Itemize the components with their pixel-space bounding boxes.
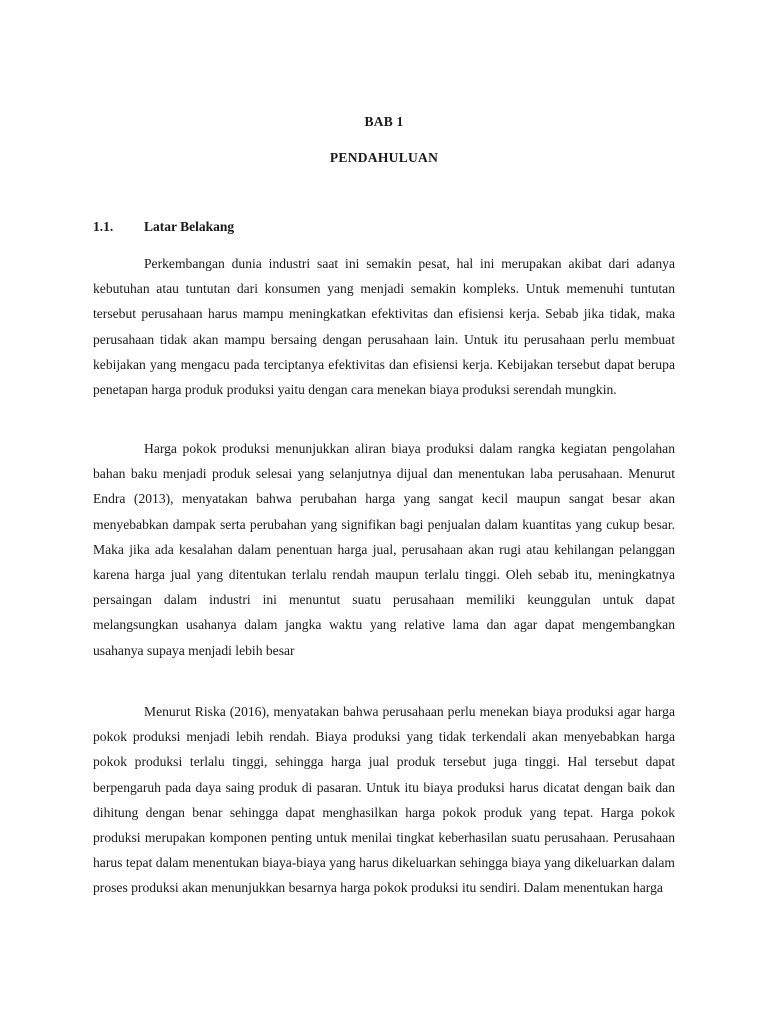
chapter-title: PENDAHULUAN <box>329 150 439 165</box>
body-paragraph: Perkembangan dunia industri saat ini semakin pesat, hal ini merupakan akibat dari adanya kebutuhan atau tuntutan dari konsumen yang menjadi semakin kompleks. Untuk memenuhi tuntutan tersebut perusahaan harus mampu meningkatkan efektivitas dan efisiensi kerja. Sebab jika tidak, maka perusahaan tidak akan mampu bersaing dengan perusahaan lain. Untuk itu perusahaan perlu membuat kebijakan yang mengacu pada terciptanya efektivitas dan efisiensi kerja. Kebijakan tersebut dapat berupa penetapan harga produk produksi yaitu dengan cara menekan biaya produksi serendah mungkin. <box>93 256 675 398</box>
chapter-label: BAB 1 <box>364 114 404 129</box>
section-number: 1.1. <box>93 219 114 234</box>
section-title: Latar Belakang <box>144 219 235 234</box>
paragraph-block <box>93 251 675 402</box>
body-paragraph: Harga pokok produksi menunjukkan aliran biaya produksi dalam rangka kegiatan pengolahan bahan baku menjadi produk selesai yang selanjutnya dijual dan menentukan laba perusahaan. Menurut Endra (2013), menyatakan bahwa perubahan harga yang sangat kecil maupun sangat besar akan menyebabkan dampak serta perubahan yang signifikan bagi penjualan dalam kuantitas yang cukup besar. Maka jika ada kesalahan dalam penentuan harga jual, perusahaan akan rugi atau kehilangan pelanggan karena harga jual yang ditentukan terlalu rendah maupun terlalu tinggi. Oleh sebab itu, meningkatnya persaingan dalam industri ini menuntut suatu perusahaan memiliki keunggulan untuk dapat melangsungkan usahanya dalam jangka waktu yang relative lama dan agar dapat mengembangkan usahanya supaya menjadi lebih besar <box>93 441 675 658</box>
paragraph-block <box>93 699 675 901</box>
section-heading <box>93 219 234 235</box>
body-paragraph: Menurut Riska (2016), menyatakan bahwa perusahaan perlu menekan biaya produksi agar harga pokok produksi menjadi lebih rendah. Biaya produksi yang tidak terkendali akan menyebabkan harga pokok produksi terlalu tinggi, sehingga harga jual produk tersebut juga tinggi. Hal tersebut dapat berpengaruh pada daya saing produk di pasaran. Untuk itu biaya produksi harus dicatat dengan baik dan dihitung dengan benar sehingga dapat menghasilkan harga pokok produk yang tepat. Harga pokok produksi merupakan komponen penting untuk menilai tingkat keberhasilan suatu perusahaan. Perusahaan harus tepat dalam menentukan biaya-biaya yang harus dikeluarkan sehingga biaya yang dikeluarkan dalam proses produksi akan menunjukkan besarnya harga pokok produksi itu sendiri. Dalam menentukan harga <box>93 704 675 896</box>
paragraph-block <box>93 436 675 663</box>
